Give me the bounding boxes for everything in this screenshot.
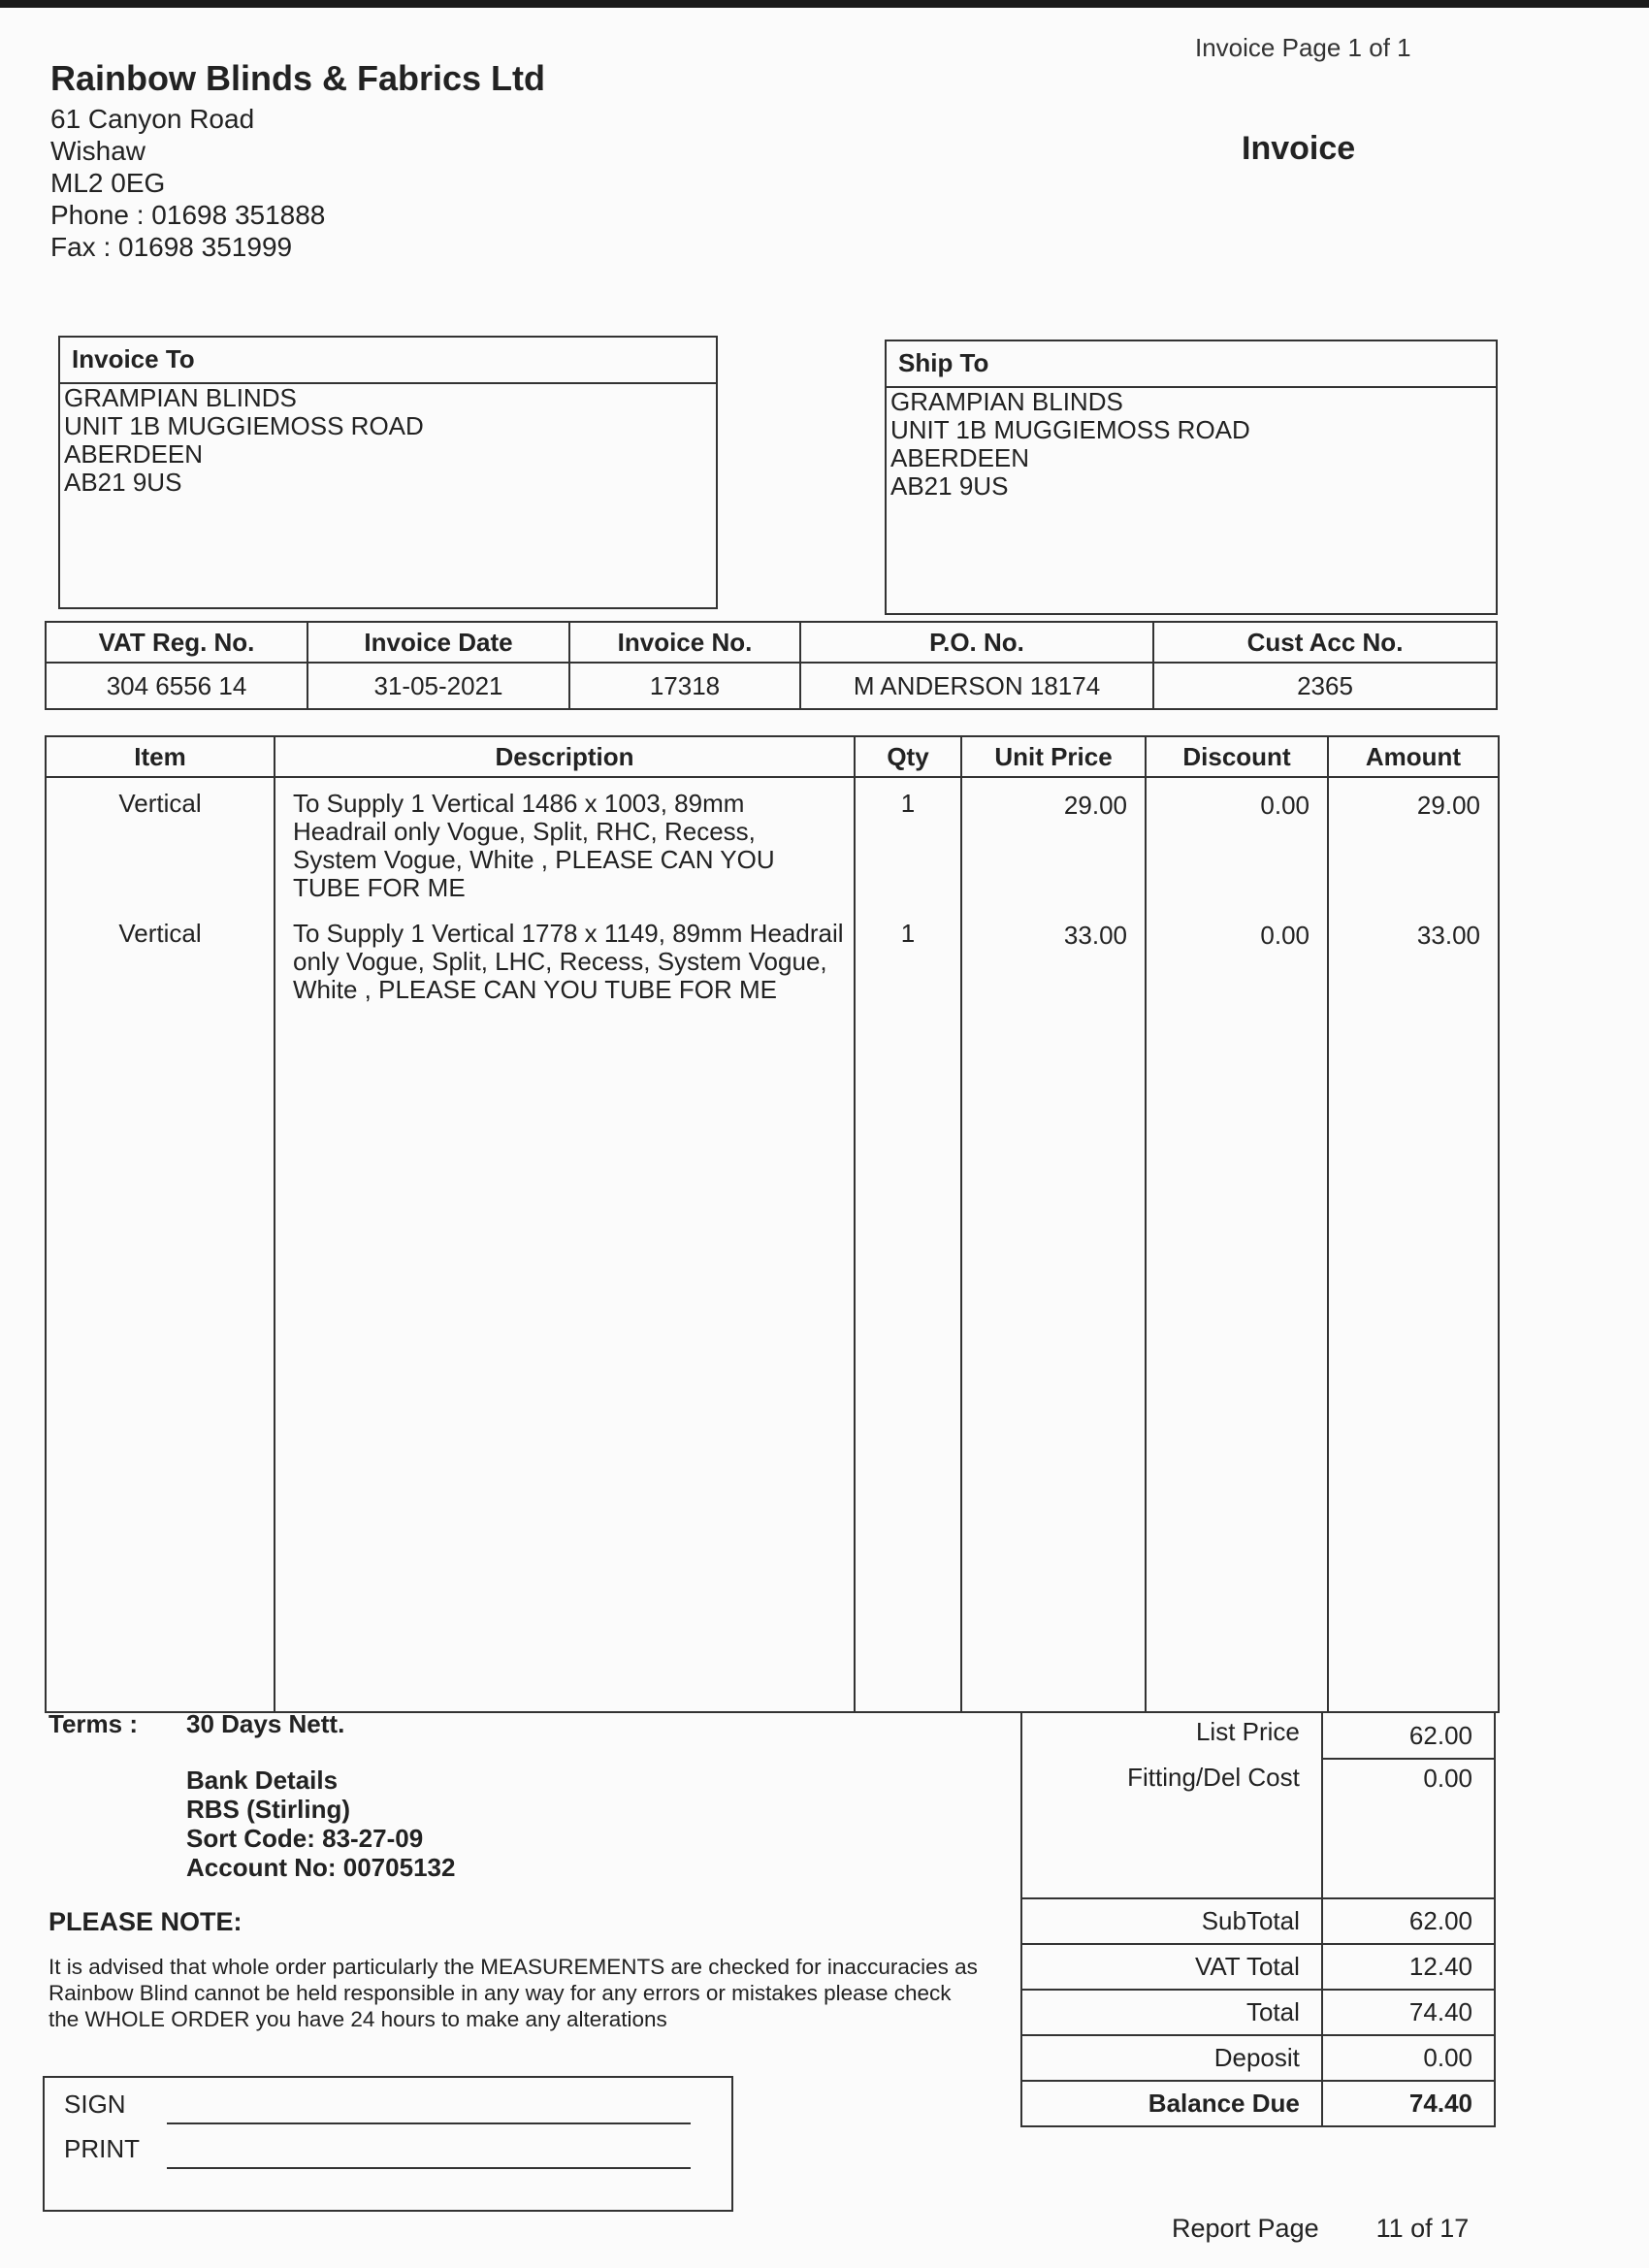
amount-header: Amount: [1328, 736, 1499, 777]
company-name: Rainbow Blinds & Fabrics Ltd: [50, 58, 546, 98]
deposit-label: Deposit: [1021, 2035, 1322, 2081]
sign-line[interactable]: [167, 2122, 691, 2124]
note-heading: PLEASE NOTE:: [48, 1907, 242, 1936]
cust-acc-header: Cust Acc No.: [1153, 622, 1497, 663]
ship-to-box: [885, 340, 1498, 615]
scan-top-edge: [0, 0, 1649, 8]
qty-cell: 1: [855, 777, 961, 908]
balance-due-value: 74.40: [1322, 2081, 1495, 2126]
invoice-info-table: [45, 621, 1498, 710]
invoice-no-value: 17318: [569, 663, 800, 709]
bank-name: RBS (Stirling): [186, 1795, 350, 1824]
report-page-value: 11 of 17: [1375, 2214, 1470, 2243]
discount-cell: 0.00: [1146, 908, 1328, 1039]
address-line: Wishaw: [50, 136, 146, 166]
company-address: [50, 103, 325, 263]
terms-label: Terms :: [48, 1709, 138, 1738]
address-line: UNIT 1B MUGGIEMOSS ROAD: [890, 415, 1250, 444]
invoice-to-address: [60, 384, 716, 497]
totals-table: [1020, 1711, 1496, 2127]
item-header: Item: [46, 736, 275, 777]
invoice-to-label: Invoice To: [60, 338, 716, 384]
vat-total-label: VAT Total: [1021, 1944, 1322, 1990]
total-value: 74.40: [1322, 1990, 1495, 2035]
print-line[interactable]: [167, 2167, 691, 2169]
fax-line: Fax : 01698 351999: [50, 232, 293, 262]
subtotal-value: 62.00: [1322, 1898, 1495, 1944]
invoice-to-box: [58, 336, 718, 609]
ship-to-label: Ship To: [887, 341, 1496, 388]
balance-due-label: Balance Due: [1021, 2081, 1322, 2126]
address-line: ML2 0EG: [50, 168, 166, 198]
table-row: [46, 777, 1499, 908]
subtotal-label: SubTotal: [1021, 1898, 1322, 1944]
address-line: ABERDEEN: [890, 443, 1030, 472]
address-line: AB21 9US: [890, 471, 1009, 501]
discount-cell: 0.00: [1146, 777, 1328, 908]
address-line: GRAMPIAN BLINDS: [890, 387, 1123, 416]
phone-line: Phone : 01698 351888: [50, 200, 326, 230]
description-cell: To Supply 1 Vertical 1778 x 1149, 89mm Headrail only Vogue, Split, LHC, Recess, System Vogue, White , PLEASE CAN YOU TUBE FOR ME: [275, 908, 855, 1039]
unit-price-cell: 33.00: [961, 908, 1146, 1039]
deposit-value: 0.00: [1322, 2035, 1495, 2081]
note-text: It is advised that whole order particularly the MEASUREMENTS are checked for inaccuracies as Rainbow Blind cannot be held responsible in any way for any errors or mistakes please check the WHOLE ORDER you have 24 hours to make any alterations: [48, 1955, 978, 2031]
report-page-label: Report Page: [1172, 2214, 1319, 2243]
address-line: GRAMPIAN BLINDS: [64, 383, 297, 412]
empty-row: [46, 1039, 1499, 1712]
bank-details-heading: Bank Details: [186, 1766, 339, 1795]
terms-value: 30 Days Nett.: [186, 1709, 345, 1738]
address-line: UNIT 1B MUGGIEMOSS ROAD: [64, 411, 424, 440]
account-number: Account No: 00705132: [186, 1853, 456, 1882]
amount-cell: 29.00: [1328, 777, 1499, 908]
unit-price-header: Unit Price: [961, 736, 1146, 777]
cust-acc-value: 2365: [1153, 663, 1497, 709]
print-label: PRINT: [64, 2134, 140, 2163]
sign-label: SIGN: [64, 2090, 126, 2119]
report-page: [1172, 2214, 1469, 2244]
table-row: [46, 908, 1499, 1039]
description-cell: To Supply 1 Vertical 1486 x 1003, 89mm Headrail only Vogue, Split, RHC, Recess, System Vogue, White , PLEASE CAN YOU TUBE FOR ME: [275, 777, 855, 908]
sort-code: Sort Code: 83-27-09: [186, 1824, 424, 1853]
fitting-label: Fitting/Del Cost: [1021, 1759, 1322, 1898]
ship-to-address: [887, 388, 1496, 501]
invoice-no-header: Invoice No.: [569, 622, 800, 663]
list-price-value: 62.00: [1322, 1712, 1495, 1759]
total-label: Total: [1021, 1990, 1322, 2035]
description-header: Description: [275, 736, 855, 777]
amount-cell: 33.00: [1328, 908, 1499, 1039]
signature-box: [43, 2076, 733, 2212]
line-items-table: [45, 735, 1500, 1713]
bank-details: [186, 1766, 455, 1882]
qty-header: Qty: [855, 736, 961, 777]
address-line: AB21 9US: [64, 468, 182, 497]
invoice-date-header: Invoice Date: [307, 622, 569, 663]
address-line: ABERDEEN: [64, 439, 204, 469]
qty-cell: 1: [855, 908, 961, 1039]
invoice-page-indicator: Invoice Page 1 of 1: [1195, 33, 1411, 62]
unit-price-cell: 29.00: [961, 777, 1146, 908]
address-line: 61 Canyon Road: [50, 104, 255, 134]
item-cell: Vertical: [46, 777, 275, 908]
item-cell: Vertical: [46, 908, 275, 1039]
list-price-label: List Price: [1021, 1712, 1322, 1759]
vat-reg-header: VAT Reg. No.: [46, 622, 307, 663]
po-no-value: M ANDERSON 18174: [800, 663, 1153, 709]
vat-reg-value: 304 6556 14: [46, 663, 307, 709]
document-title: Invoice: [1242, 130, 1356, 167]
po-no-header: P.O. No.: [800, 622, 1153, 663]
vat-total-value: 12.40: [1322, 1944, 1495, 1990]
invoice-date-value: 31-05-2021: [307, 663, 569, 709]
discount-header: Discount: [1146, 736, 1328, 777]
fitting-value: 0.00: [1322, 1759, 1495, 1898]
